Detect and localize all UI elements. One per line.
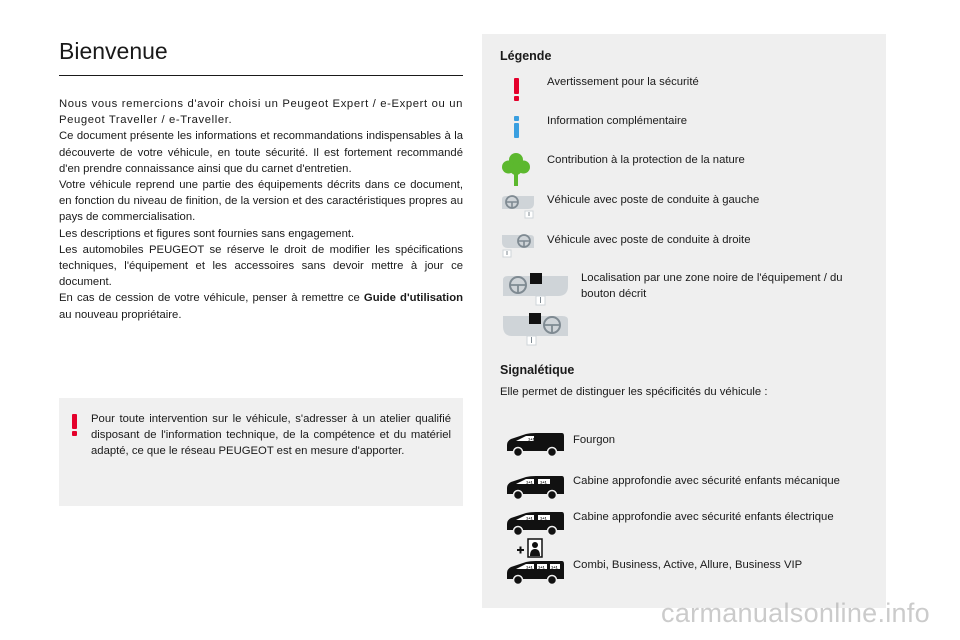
signaletique-item-label: Cabine approfondie avec sécurité enfants électrique: [573, 511, 834, 523]
legend-item-label: Véhicule avec poste de conduite à droite: [547, 234, 751, 246]
legend-item-label: Localisation par une zone noire de l'équipement / du bouton décrit: [581, 272, 843, 300]
child-lock-electric-icon: [516, 537, 548, 561]
svg-text:1+1: 1+1: [528, 436, 535, 442]
svg-text:1+1: 1+1: [551, 564, 558, 570]
svg-text:1+1: 1+1: [526, 564, 533, 570]
paragraph: [59, 290, 463, 322]
info-icon: [514, 116, 519, 138]
warning-exclamation-icon: [514, 78, 519, 102]
tree-icon: [502, 152, 530, 188]
svg-text:1+1: 1+1: [538, 564, 545, 570]
dashboard-zone-icon: [502, 270, 570, 306]
svg-text:1+1: 1+1: [540, 479, 547, 485]
legend-panel: [482, 34, 886, 608]
left-hand-drive-icon: [501, 193, 535, 219]
signaletique-title: Signalétique: [500, 363, 575, 377]
paragraph: Les descriptions et figures sont fournies sans engagement.: [59, 227, 355, 240]
svg-text:1+1: 1+1: [540, 515, 547, 521]
signaletique-item-label: Cabine approfondie avec sécurité enfants mécanique: [573, 475, 840, 487]
warning-text: Pour toute intervention sur le véhicule, s'adresser à un atelier qualifié disposant de l'information technique, de la compétence et du matériel adapté, ce que le réseau PEUGEOT est en mesure d'apporter.: [91, 413, 451, 457]
text-span: au nouveau propriétaire.: [59, 308, 182, 321]
warning-exclamation-icon: [71, 414, 79, 436]
watermark: carmanualsonline.info: [661, 598, 930, 628]
page-title: Bienvenue: [59, 38, 168, 64]
guide-name: Guide d'utilisation: [363, 292, 463, 305]
intro-text: [59, 96, 463, 323]
van-cabine-icon: [504, 474, 566, 502]
svg-text:1+1: 1+1: [526, 515, 533, 521]
signaletique-subtitle: Elle permet de distinguer les spécificités du véhicule :: [500, 386, 768, 398]
van-combi-icon: [504, 559, 566, 587]
svg-text:1+1: 1+1: [526, 479, 533, 485]
paragraph: Ce document présente les informations et recommandations indispensables à la découverte de votre véhicule, en toute sécurité. Il est fortement recommandé d'en prendre connaissance ainsi que du carnet d'entretien.: [59, 130, 463, 175]
title-divider: [59, 75, 463, 76]
signaletique-item-label: Fourgon: [573, 434, 616, 446]
legend-item-label: Véhicule avec poste de conduite à gauche: [547, 194, 760, 206]
right-hand-drive-icon: [501, 232, 535, 258]
legend-item-label: Avertissement pour la sécurité: [547, 76, 699, 88]
signaletique-item-label: Combi, Business, Active, Allure, Business VIP: [573, 559, 803, 571]
van-cabine-electric-icon: [504, 510, 566, 538]
legend-item-label: Contribution à la protection de la nature: [547, 154, 745, 166]
legend-item-label: Information complémentaire: [547, 115, 688, 127]
warning-box: [59, 398, 463, 506]
dashboard-zone-rhd-icon: [502, 310, 570, 346]
paragraph: Votre véhicule reprend une partie des équipements décrits dans ce document, en fonction du niveau de finition, de la version et des caractéristiques propres au pays de commercialisation.: [59, 179, 463, 224]
paragraph: Les automobiles PEUGEOT se réserve le droit de modifier les spécifications techniques, l'équipement et les accessoires sans devoir mettre à jour ce document.: [59, 243, 463, 289]
text-span: En cas de cession de votre véhicule, penser à remettre ce: [59, 292, 364, 305]
paragraph: Nous vous remercions d'avoir choisi un Peugeot Expert / e-Expert ou un Peugeot Traveller / e-Traveller.: [59, 98, 463, 127]
welcome-section: [59, 38, 463, 323]
legend-title: Légende: [500, 49, 552, 63]
van-fourgon-icon: [504, 431, 566, 459]
